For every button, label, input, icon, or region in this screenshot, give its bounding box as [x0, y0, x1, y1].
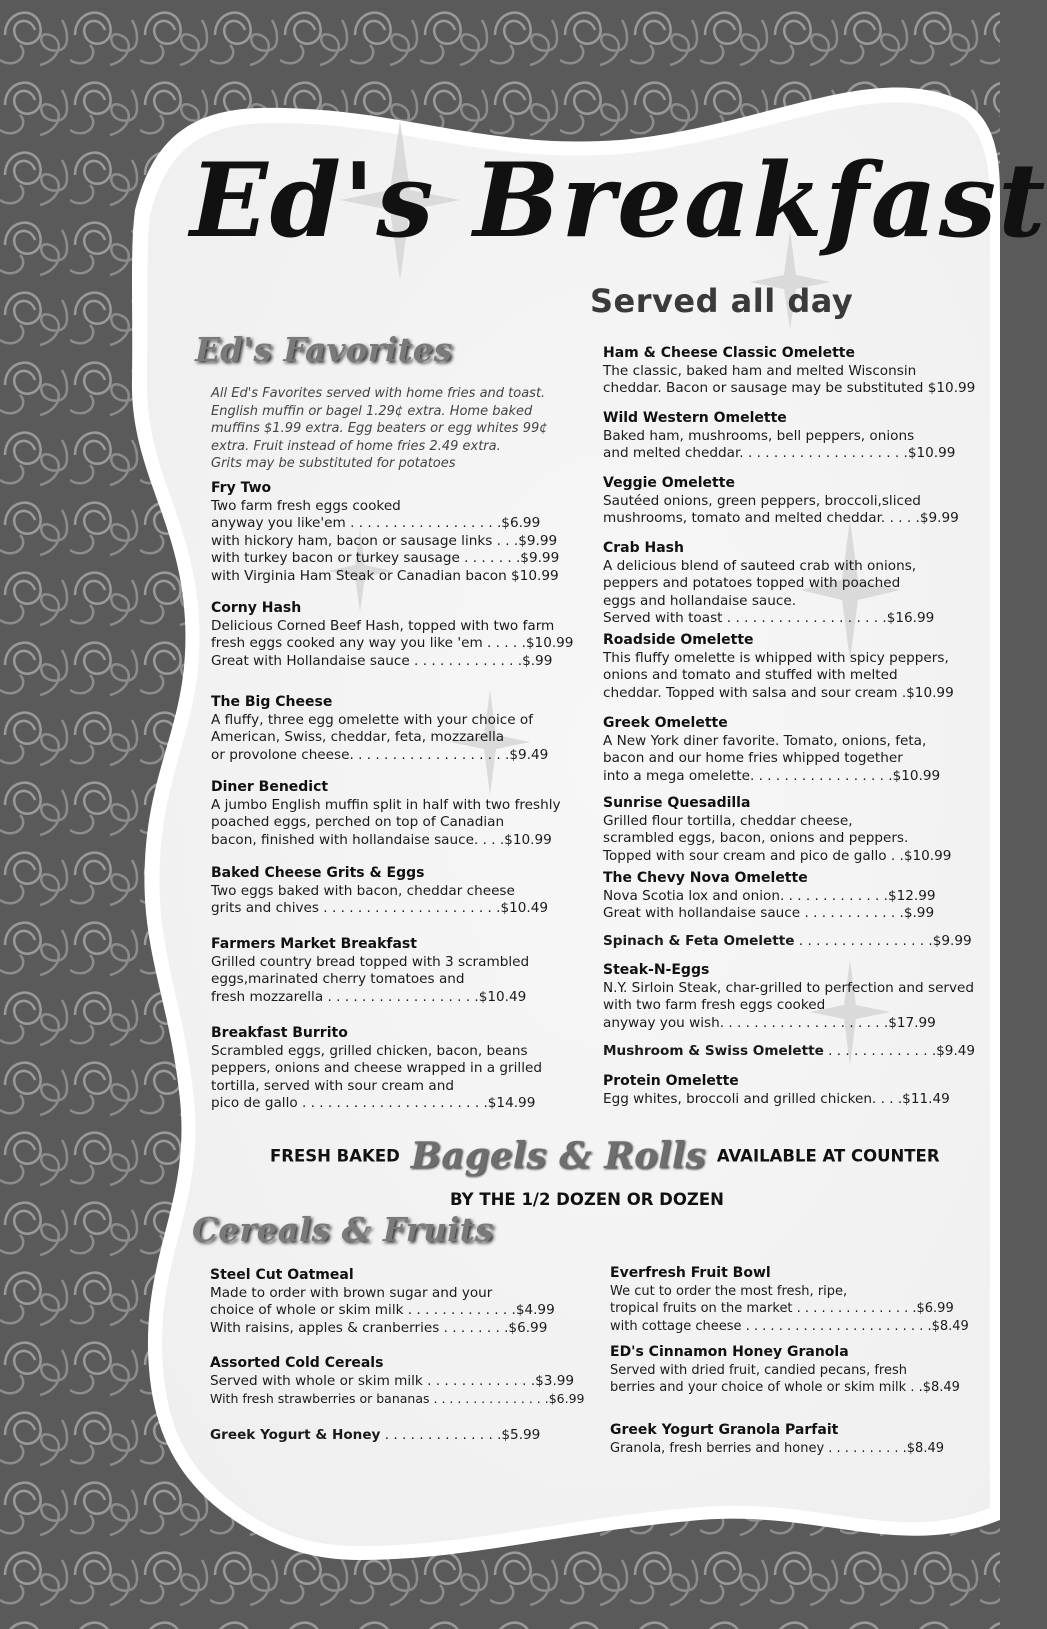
item-line: Topped with sour cream and pico de gallo . .$10.99: [603, 847, 952, 864]
note-line: extra. Fruit instead of home fries 2.49 extra.: [211, 438, 501, 454]
bagels-right: AVAILABLE AT COUNTER: [716, 1146, 940, 1166]
item-line: eggs,marinated cherry tomatoes and: [211, 971, 465, 987]
item-line: anyway you like'em . . . . . . . . . . . . . . . . . .$6.99: [211, 515, 541, 531]
item-price: . . . . . . . . . . . . . . . .$9.99: [794, 933, 972, 949]
item-name: Corny Hash: [211, 600, 302, 616]
item-line: With fresh strawberries or bananas . . . . . . . . . . . . . . .$6.99: [210, 1391, 585, 1406]
item-line: with two farm fresh eggs cooked: [603, 997, 826, 1013]
item-name: Veggie Omelette: [603, 475, 735, 491]
item-name: Diner Benedict: [211, 779, 329, 795]
item-name: Protein Omelette: [603, 1073, 739, 1089]
item-name: Fry Two: [211, 480, 272, 496]
menu-item: [603, 1073, 950, 1108]
item-line: N.Y. Sirloin Steak, char-grilled to perfection and served: [603, 979, 975, 996]
item-line: Grilled country bread topped with 3 scrambled: [211, 953, 530, 970]
menu-item: [603, 870, 936, 923]
item-line: Made to order with brown sugar and your: [210, 1284, 493, 1301]
menu-item: [211, 865, 548, 918]
item-name: Spinach & Feta Omelette: [603, 933, 795, 949]
item-name: The Chevy Nova Omelette: [603, 870, 808, 886]
item-line: cheddar. Bacon or sausage may be substituted $10.99: [603, 380, 976, 396]
item-line: A delicious blend of sauteed crab with onions,: [603, 557, 917, 574]
item-line: The classic, baked ham and melted Wisconsin: [603, 362, 917, 379]
item-line: berries and your choice of whole or skim milk . .$8.49: [610, 1380, 960, 1395]
item-line: Two farm fresh eggs cooked: [211, 497, 401, 514]
item-name: Everfresh Fruit Bowl: [610, 1265, 771, 1281]
item-line: bacon, finished with hollandaise sauce. . . .$10.99: [211, 831, 552, 848]
item-name: The Big Cheese: [211, 694, 333, 710]
item-price: . . . . . . . . . . . . .$9.49: [823, 1043, 976, 1059]
menu-item: [603, 345, 975, 398]
item-line: We cut to order the most fresh, ripe,: [610, 1283, 848, 1299]
item-line: anyway you wish. . . . . . . . . . . . . . . . . . . .$17.99: [603, 1014, 936, 1031]
menu-item: [211, 1025, 542, 1113]
item-line: with Virginia Ham Steak or Canadian bacon $10.99: [211, 567, 559, 584]
item-line: With raisins, apples & cranberries . . . . . . . .$6.99: [210, 1319, 548, 1336]
item-line: or provolone cheese. . . . . . . . . . . . . . . . . . .$9.49: [211, 746, 549, 763]
item-line: Egg whites, broccoli and grilled chicken. . . .$11.49: [603, 1090, 950, 1107]
item-name: Sunrise Quesadilla: [603, 795, 751, 811]
item-line: fresh mozzarella . . . . . . . . . . . . . . . . . .$10.49: [211, 988, 527, 1005]
item-line: pico de gallo . . . . . . . . . . . . . . . . . . . . . .$14.99: [211, 1095, 536, 1111]
cereals-heading: Cereals & Fruits: [192, 1210, 494, 1249]
item-line: Granola, fresh berries and honey . . . . . . . . . .$8.49: [610, 1440, 945, 1456]
item-name: Baked Cheese Grits & Eggs: [211, 865, 425, 881]
item-name: Crab Hash: [603, 540, 684, 556]
menu-item: [603, 1043, 975, 1061]
menu-item: [211, 480, 559, 585]
item-line: with hickory ham, bacon or sausage links . . .$9.99: [211, 532, 558, 549]
item-line: Great with Hollandaise sauce . . . . . . . . . . . . .$.99: [211, 652, 553, 669]
item-name: Steak-N-Eggs: [603, 962, 710, 978]
item-line: tropical fruits on the market . . . . . . . . . . . . . . .$6.99: [610, 1301, 954, 1316]
item-line: onions and tomato and stuffed with melted: [603, 667, 898, 683]
bagels-sub: BY THE 1/2 DOZEN OR DOZEN: [450, 1190, 724, 1209]
item-name: Mushroom & Swiss Omelette: [603, 1043, 824, 1059]
item-line: Served with dried fruit, candied pecans, fresh: [610, 1362, 907, 1378]
item-line: eggs and hollandaise sauce.: [603, 592, 797, 609]
menu-item: [210, 1267, 555, 1337]
item-line: Sautéed onions, green peppers, broccoli,sliced: [603, 492, 921, 509]
item-line: peppers and potatoes topped with poached: [603, 575, 901, 591]
item-line: American, Swiss, cheddar, feta, mozzarella: [211, 729, 505, 745]
item-line: and melted cheddar. . . . . . . . . . . . . . . . . . . .$10.99: [603, 445, 956, 461]
note-line: All Ed's Favorites served with home fries and toast.: [211, 386, 546, 401]
item-line: Baked ham, mushrooms, bell peppers, onions: [603, 427, 915, 444]
item-line: cheddar. Topped with salsa and sour cream .$10.99: [603, 684, 954, 701]
item-line: Two eggs baked with bacon, cheddar cheese: [211, 882, 515, 899]
item-line: Great with hollandaise sauce . . . . . . . . . . . .$.99: [603, 905, 935, 921]
item-line: mushrooms, tomato and melted cheddar. . . . .$9.99: [603, 510, 959, 526]
menu-item: [603, 632, 954, 702]
item-name: Assorted Cold Cereals: [210, 1355, 384, 1371]
item-name: Farmers Market Breakfast: [211, 936, 417, 952]
menu-item: [603, 933, 972, 951]
item-line: bacon and our home fries whipped together: [603, 750, 903, 766]
item-name: Greek Omelette: [603, 715, 728, 731]
note-line: English muffin or bagel 1.29¢ extra. Home baked: [211, 403, 533, 419]
menu-item: [211, 600, 573, 670]
item-line: A fluffy, three egg omelette with your choice of: [211, 711, 533, 728]
item-line: Served with toast . . . . . . . . . . . . . . . . . . .$16.99: [603, 610, 935, 626]
menu-item: [603, 540, 934, 628]
bagels-title: Bagels & Rolls: [410, 1135, 706, 1177]
item-line: Grilled flour tortilla, cheddar cheese,: [603, 812, 853, 829]
item-name: ED's Cinnamon Honey Granola: [610, 1344, 849, 1360]
item-name: Roadside Omelette: [603, 632, 754, 648]
page-title: Ed's Breakfast: [190, 141, 1047, 261]
item-name: Steel Cut Oatmeal: [210, 1267, 354, 1283]
item-line: This fluffy omelette is whipped with spicy peppers,: [603, 649, 949, 666]
menu-item: [603, 715, 940, 785]
favorites-heading: Ed's Favorites: [195, 330, 453, 369]
menu-item: [211, 936, 529, 1006]
menu-item: [211, 779, 561, 849]
item-line: poached eggs, perched on top of Canadian: [211, 814, 505, 830]
item-line: grits and chives . . . . . . . . . . . . . . . . . . . . .$10.49: [211, 900, 549, 916]
note-line: muffins $1.99 extra. Egg beaters or egg whites 99¢: [211, 421, 548, 436]
page-subtitle: Served all day: [590, 282, 854, 320]
favorites-note: [211, 385, 548, 473]
item-name: Greek Yogurt Granola Parfait: [610, 1422, 839, 1438]
item-line: Served with whole or skim milk . . . . . . . . . . . . .$3.99: [210, 1372, 575, 1389]
menu-item: [603, 410, 955, 463]
item-line: into a mega omelette. . . . . . . . . . . . . . . . .$10.99: [603, 767, 941, 784]
item-line: with cottage cheese . . . . . . . . . . . . . . . . . . . . . . .$8.49: [610, 1318, 969, 1334]
menu-item: [610, 1422, 944, 1457]
item-line: A New York diner favorite. Tomato, onions, feta,: [603, 732, 927, 749]
item-line: A jumbo English muffin split in half with two freshly: [211, 796, 561, 813]
item-name: Breakfast Burrito: [211, 1025, 348, 1041]
item-line: scrambled eggs, bacon, onions and peppers.: [603, 830, 909, 846]
menu-item: [210, 1355, 585, 1408]
item-line: tortilla, served with sour cream and: [211, 1077, 454, 1094]
menu-item: [211, 694, 548, 764]
item-line: fresh eggs cooked any way you like 'em . . . . .$10.99: [211, 635, 574, 651]
menu-item: [603, 962, 974, 1032]
note-line: Grits may be substituted for potatoes: [211, 456, 456, 471]
menu-item: [210, 1427, 540, 1445]
item-line: peppers, onions and cheese wrapped in a grilled: [211, 1060, 542, 1076]
item-line: with turkey bacon or turkey sausage . . . . . . .$9.99: [211, 550, 560, 566]
item-name: Greek Yogurt & Honey: [210, 1427, 381, 1443]
item-line: choice of whole or skim milk . . . . . . . . . . . . .$4.99: [210, 1302, 555, 1318]
bagels-banner: [270, 1135, 970, 1177]
item-line: Nova Scotia lox and onion. . . . . . . . . . . . .$12.99: [603, 887, 936, 904]
item-price: . . . . . . . . . . . . . .$5.99: [380, 1427, 541, 1443]
menu-item: [603, 475, 959, 528]
menu-item: [603, 795, 951, 865]
item-line: Delicious Corned Beef Hash, topped with two farm: [211, 617, 555, 634]
menu-item: [610, 1265, 969, 1335]
item-line: Scrambled eggs, grilled chicken, bacon, beans: [211, 1042, 528, 1059]
item-name: Wild Western Omelette: [603, 410, 787, 426]
bagels-left: FRESH BAKED: [270, 1146, 400, 1166]
menu-item: [610, 1344, 960, 1397]
item-name: Ham & Cheese Classic Omelette: [603, 345, 855, 361]
